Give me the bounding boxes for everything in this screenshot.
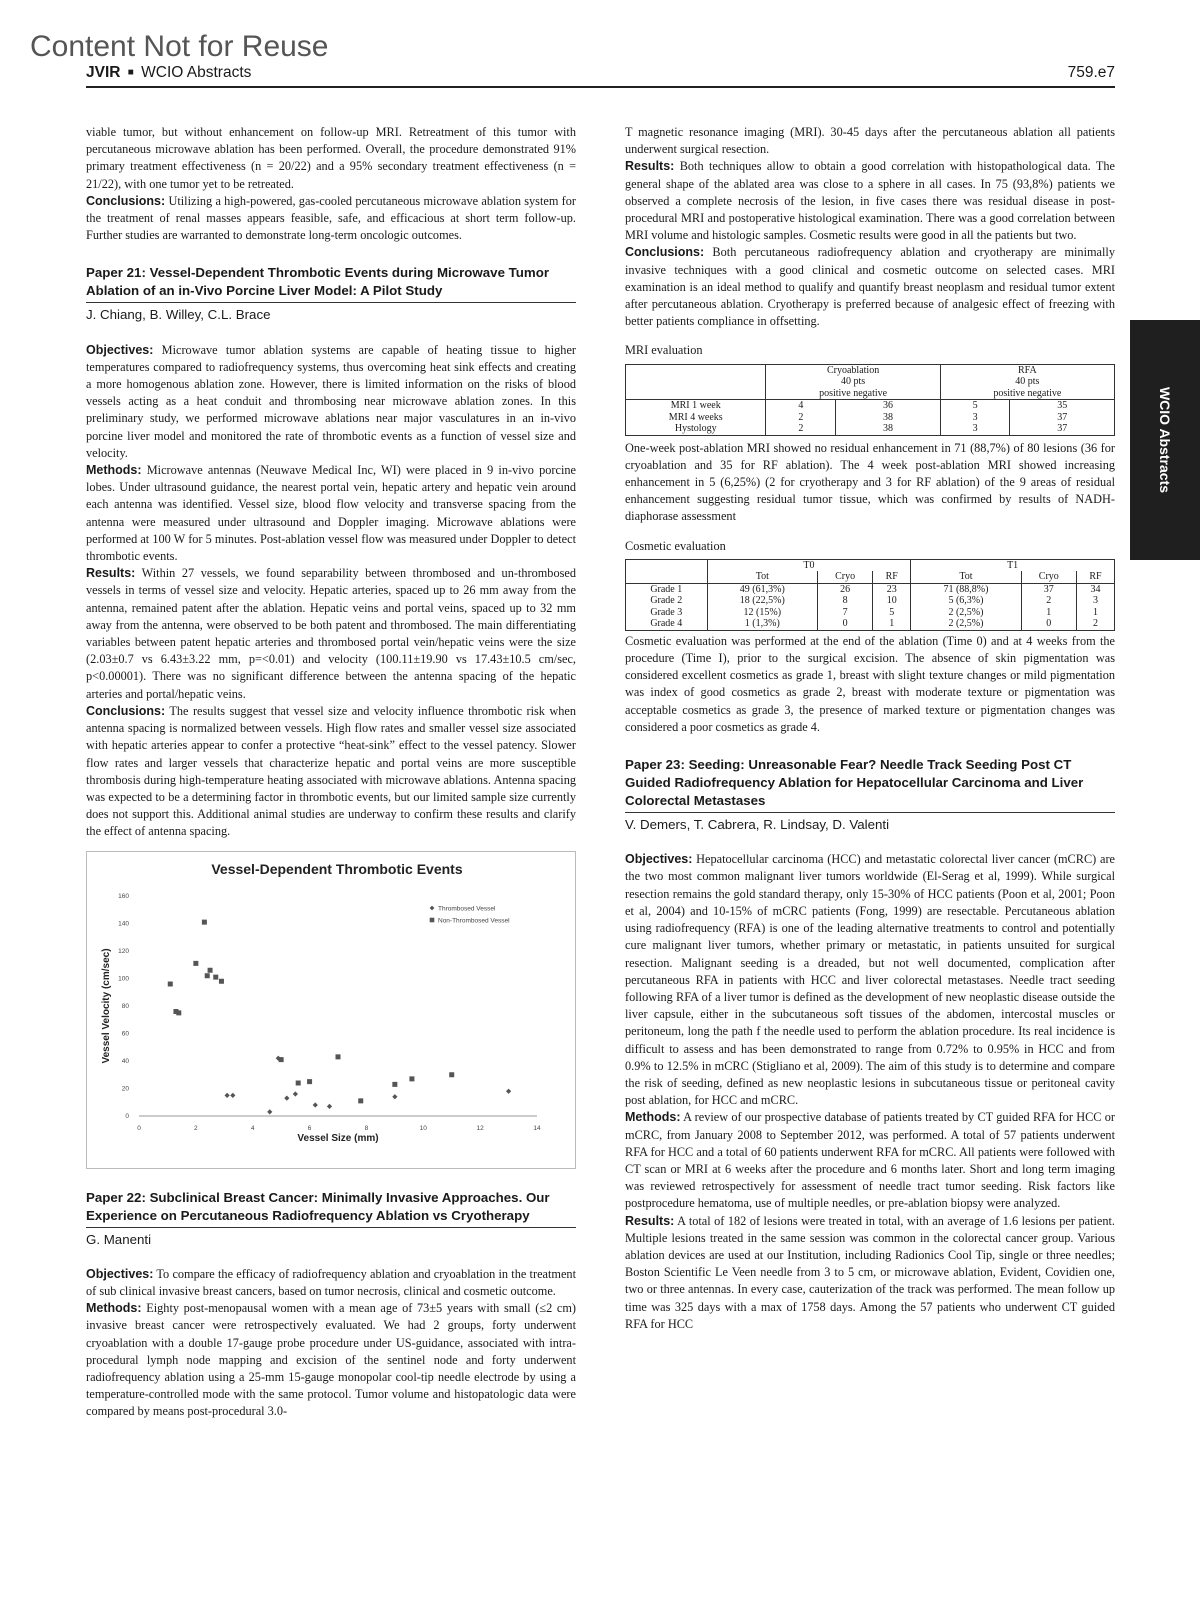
y-tick-label: 40 xyxy=(121,1057,129,1065)
y-tick-label: 160 xyxy=(118,892,129,900)
paragraph: viable tumor, but without enhancement on follow-up MRI. Retreatment of this tumor with percutaneous microwave ablation has been performed. Overall, the procedure demonstrated 91% primary treatment effectiveness (n = 20/22) and a 95% secondary treatment effectiveness (n = 21/22), with one tumor yet to be retreated. xyxy=(86,125,576,191)
non-thrombosed-point xyxy=(176,1010,181,1015)
thrombosed-point xyxy=(230,1092,235,1097)
paragraph: T magnetic resonance imaging (MRI). 30-45 days after the percutaneous ablation all patients underwent surgical resection. xyxy=(625,125,1115,157)
journal-name: JVIR xyxy=(86,64,121,81)
paper-title: Paper 22: Subclinical Breast Cancer: Minimally Invasive Approaches. Our Experience on Percutaneous Radiofrequency Ablation vs Cryotherapy xyxy=(86,1189,576,1228)
table-cell: 2 (2,5%) xyxy=(911,618,1021,630)
table-header-cell: T0 xyxy=(707,559,911,571)
paragraph xyxy=(86,193,576,245)
table-caption: Cosmetic evaluation xyxy=(625,538,726,553)
table-cell: 37 xyxy=(1010,412,1115,424)
table-header-row xyxy=(626,364,1115,400)
non-thrombosed-point xyxy=(205,973,210,978)
non-thrombosed-point xyxy=(219,978,224,983)
paragraph xyxy=(86,1266,576,1300)
table-header-row xyxy=(626,571,1115,583)
table-row xyxy=(626,583,1115,595)
legend-label: Non-Thrombosed Vessel xyxy=(438,917,510,925)
paper-title: Paper 21: Vessel-Dependent Thrombotic Events during Microwave Tumor Ablation of an in-Vivo Porcine Liver Model: A Pilot Study xyxy=(86,264,576,303)
table-cell xyxy=(626,364,766,400)
table-cell: 1 (1,3%) xyxy=(707,618,817,630)
section-label: Objectives: xyxy=(86,1266,154,1281)
non-thrombosed-point xyxy=(279,1057,284,1062)
table-cell: 23 xyxy=(873,583,911,595)
table-cell: 1 xyxy=(1021,607,1076,619)
mri-table xyxy=(625,364,1115,436)
table-header-row xyxy=(626,559,1115,571)
non-thrombosed-point xyxy=(213,974,218,979)
legend-label: Thrombosed Vessel xyxy=(438,905,496,913)
table-cell: 18 (22,5%) xyxy=(707,595,817,607)
paragraph-text: Eighty post-menopausal women with a mean age of 73±5 years with small (≤2 cm) invasive breast cancer were retrospectively evaluated. We had 2 groups, forty underwent cryoablation with a double 17-gauge probe procedure under US-guidance, associated with intra-procedural lymph node mapping and excision of the sentinel node and forty underwent radiofrequency ablation using a 25-mm 15-gauge monopolar cool-tip needle electrode by using a temperature-controlled mode with the same protocol. Tumor volume and histopatologic data were compared by means post-procedural 3.0- xyxy=(86,1301,576,1419)
table-cell: MRI 1 week xyxy=(670,400,721,412)
paper-title: Paper 23: Seeding: Unreasonable Fear? Needle Track Seeding Post CT Guided Radiofrequency Ablation for Hepatocellular Carcinoma and Liver Colorectal Metastases xyxy=(625,756,1115,813)
table-row xyxy=(626,618,1115,630)
paragraph xyxy=(86,565,576,703)
table-cell: 0 xyxy=(818,618,873,630)
paragraph xyxy=(625,158,1115,244)
header-rule xyxy=(86,86,1115,88)
section-label: Conclusions: xyxy=(86,703,166,718)
non-thrombosed-point xyxy=(336,1054,341,1059)
table-cell: 3 xyxy=(1076,595,1114,607)
table-header-cell: RFA 40 pts positive negative xyxy=(940,364,1114,400)
paragraph-text: A review of our prospective database of patients treated by CT guided RFA for HCC or mCRC, from January 2008 to September 2012, was performed. A total of 57 patients underwent RFA for HCC and a total of 60 patients underwent RFA for mCRC. All patients were followed with CT scan or MRI at 6 weeks after the procedure and 6 months later. Short and long term imaging was reviewed retrospectively for assessment of needle tract tumor seeding. Risk factors like postprocedure hematoma, use of multiple needles, or pre-ablation biopsy were analyzed. xyxy=(625,1110,1116,1211)
table-cell xyxy=(626,571,708,583)
section-label: Methods: xyxy=(625,1110,681,1125)
x-tick-label: 14 xyxy=(533,1124,541,1132)
section-label: Objectives: xyxy=(86,342,154,357)
table-cell: MRI 4 weeks xyxy=(668,411,723,423)
table-cell: 5 (6,3%) xyxy=(911,595,1021,607)
paragraph-text: To compare the efficacy of radiofrequency ablation and cryoablation in the treatment of sub clinical invasive breast cancers, based on tumor necrosis, clinical and cosmetic outcome. xyxy=(86,1266,576,1298)
y-tick-label: 120 xyxy=(118,947,129,955)
section-label: Conclusions: xyxy=(625,245,705,260)
thrombosed-point xyxy=(284,1095,289,1100)
page-number: 759.e7 xyxy=(1067,64,1115,81)
table-cell: 2 xyxy=(766,412,836,424)
table-cell: 2 xyxy=(1076,618,1114,630)
x-tick-label: 4 xyxy=(250,1124,255,1132)
table-cell: 8 xyxy=(818,595,873,607)
non-thrombosed-point xyxy=(193,960,198,965)
paper-authors: V. Demers, T. Cabrera, R. Lindsay, D. Valenti xyxy=(625,817,890,833)
table-cell: 71 (88,8%) xyxy=(911,583,1021,595)
paragraph xyxy=(86,703,576,841)
section-label: Results: xyxy=(86,566,136,581)
y-tick-label: 0 xyxy=(125,1112,129,1120)
table-cell: 38 xyxy=(836,423,941,435)
paper-authors: J. Chiang, B. Willey, C.L. Brace xyxy=(86,307,271,323)
non-thrombosed-point xyxy=(392,1081,397,1086)
paragraph-text: Microwave antennas (Neuwave Medical Inc, WI) were placed in 9 in-vivo porcine lobes. Under ultrasound guidance, the nearest portal vein, hepatic artery and hepatic vein around each antenna was identified. Vessel size, blood flow velocity and transverse spacing from the antenna were measured under ultrasound and Doppler imaging. Microwave ablations were performed at 100 W for 5 minutes. Post-ablation vessel flow was measured under Doppler to detect thrombotic events. xyxy=(86,463,576,564)
section-label: Results: xyxy=(625,1213,675,1228)
non-thrombosed-point xyxy=(296,1080,301,1085)
x-tick-label: 8 xyxy=(364,1124,369,1132)
legend-marker-non-thrombosed xyxy=(430,917,435,922)
y-tick-label: 100 xyxy=(118,975,129,983)
scatter-chart xyxy=(86,851,576,1169)
table-cell: 36 xyxy=(836,400,941,412)
separator-icon: ■ xyxy=(127,67,134,78)
non-thrombosed-point xyxy=(449,1072,454,1077)
section-name: WCIO Abstracts xyxy=(141,64,252,81)
paragraph xyxy=(625,1109,1115,1212)
right-column xyxy=(625,124,1115,1333)
table-header-cell: Tot xyxy=(911,571,1021,583)
table-cell: 2 (2,5%) xyxy=(911,607,1021,619)
paragraph-text: Utilizing a high-powered, gas-cooled percutaneous microwave ablation system for the treatment of renal masses appears feasible, safe, and efficacious at short term follow-up. Further studies are warranted to demonstrate long-term oncologic outcomes. xyxy=(86,193,577,243)
paragraph-text: Both techniques allow to obtain a good correlation with histopathological data. The general shape of the ablated area was close to a sphere in all cases. In 75 (93,8%) patients we observed a complete necrosis of the lesion, in five cases there was residual disease in post-procedural MRI and postoperative histological examination. There was a good correlation between MRI volume and histologic samples. Cosmetic results were good in all the patients but two. xyxy=(625,159,1115,243)
table-cell: 2 xyxy=(1021,595,1076,607)
paragraph-text: Microwave tumor ablation systems are capable of heating tissue to higher temperatures compared to radiofrequency systems, thus overcoming heat sink effects and creating a more homogenous ablation zone. However, there is limited information on the risks of blood vessels acting as a heat conduit and thrombosing near microwave ablation zones. In this preliminary study, we performed microwave ablations near major vasculatures in an in-vivo porcine liver model and monitored the rate of thrombotic events as a function of vessel size and velocity. xyxy=(86,342,576,460)
table-cell: 34 xyxy=(1076,583,1114,595)
paragraph-text: Within 27 vessels, we found separability between thrombosed and un-thrombosed vessels in terms of vessel size and velocity. Hepatic arteries, spaced up to 26 mm away from the antenna, remained patent after the ablation. Hepatic veins and portal veins, spaced up to 32 mm away from the antenna, were observed to be both patent and thrombosed. The main differentiating variables between patent hepatic arteries and thrombosed portal vein/hepatic veins were the size (2.03±0.7 vs 6.43±3.22 mm, p=<0.01) and velocity (100.11±19.90 vs 17.43±10.5 cm/sec, p<0.00001). There was no significant difference between the antenna spacing of the hepatic arteries and portal/hepatic veins. xyxy=(86,566,576,701)
x-tick-label: 10 xyxy=(419,1124,427,1132)
table-row xyxy=(626,607,1115,619)
table-cell: 2 xyxy=(766,423,836,435)
paragraph xyxy=(625,1213,1115,1333)
table-header-cell: RF xyxy=(1076,571,1114,583)
table-cell: 3 xyxy=(940,412,1010,424)
table-cell: 1 xyxy=(1076,607,1114,619)
table-cell: 4 xyxy=(766,400,836,412)
non-thrombosed-point xyxy=(168,981,173,986)
cosmetic-table xyxy=(625,559,1115,631)
table-cell: Hystology xyxy=(674,423,717,435)
y-tick-label: 60 xyxy=(121,1030,129,1038)
table-header-cell: Cryo xyxy=(818,571,873,583)
table-cell: 38 xyxy=(836,412,941,424)
paragraph-text: The results suggest that vessel size and velocity influence thrombotic risk when antenna spacing is normalized between vessels. High flow rates and smaller vessel size associated with hepatic arteries appear to confer a protective “heat-sink” effect to the vessel patency. Slower flow rates and larger vessels that characterize hepatic and portal veins are more susceptible thrombosis during high-temperature heating associated with microwave ablations. Antenna spacing was expected to be a determining factor in thrombotic events, but our limited sample size currently does not support this. Additional animal studies are underway to confirm these results and clarify the effect of antenna spacing. xyxy=(86,703,576,839)
paragraph: Cosmetic evaluation was performed at the end of the ablation (Time 0) and at 4 weeks from the procedure (Time I), prior to the surgical excision. The absence of skin pigmentation was considered excellent cosmetics as grade 1, breast with slight texture changes or mild pigmentation was index of good cosmetics as grade 2, breast with moderate texture or pigmentation was acceptable cosmetics as grade 3, the presence of marked texture or pigmentation changes was considered a poor cosmetics as grade 4. xyxy=(625,633,1115,734)
thrombosed-point xyxy=(392,1094,397,1099)
table-cell: 49 (61,3%) xyxy=(707,583,817,595)
non-thrombosed-point xyxy=(307,1079,312,1084)
paragraph xyxy=(86,342,576,462)
table-header-cell: T1 xyxy=(911,559,1115,571)
table-caption: MRI evaluation xyxy=(625,343,703,358)
table-header-cell: Cryo xyxy=(1021,571,1076,583)
section-label: Results: xyxy=(625,159,675,174)
section-label: Objectives: xyxy=(625,852,693,867)
chart-svg xyxy=(87,852,575,1168)
non-thrombosed-point xyxy=(358,1098,363,1103)
paper-authors: G. Manenti xyxy=(86,1231,152,1247)
x-tick-label: 6 xyxy=(307,1124,312,1132)
x-tick-label: 12 xyxy=(476,1124,484,1132)
section-label: Conclusions: xyxy=(86,193,166,208)
y-tick-label: 20 xyxy=(121,1085,129,1093)
table-row xyxy=(626,412,1115,424)
table-row xyxy=(626,423,1115,435)
y-tick-label: 140 xyxy=(118,920,129,928)
paragraph-text: Hepatocellular carcinoma (HCC) and metastatic colorectal liver cancer (mCRC) are the two most common malignant liver tumors worldwide (El-Serag et al, 1999). While surgical resection remains the gold standard therapy, only 15-30% of HCC patients (Poon et al, 2001; Poon et al, 2004) and 10-15% of mCRC patients (Fong, 1999) are resectable. Percutaneous ablation using radiofrequency (RFA) is one of the leading alternative treatments to control and potentially cure malignant liver tumors, whether primary or metastatic, in patients unsuited for surgical resection. Malignant seeding is a dreaded, but not well documented, complication after percutaneous RFA in patients with HCC and liver colorectal metastases. Needle tract seeding following RFA of a liver tumor is defined as the development of new neoplastic disease outside the liver capsule, either in the subcutaneous soft tissues of the abdomen, intercostal muscles or peritoneum, long the path f the needle used to perform the ablation procedure. Its real incidence is difficult to assess and has been demonstrated to range from 0.72% to 0.95% in HCC and from 0.9% to 12.5% in mCRC (Stigliano et al, 2009). The aim of this study is to determine and compare the risk of seeding, defined as new neoplastic lesions in subcutaneous tissue or peritoneal cavity post ablation, for HCC and mCRC. xyxy=(625,852,1115,1108)
thrombosed-point xyxy=(506,1088,511,1093)
table-cell: 5 xyxy=(873,607,911,619)
table-cell: 37 xyxy=(1010,423,1115,435)
non-thrombosed-point xyxy=(202,919,207,924)
table-row xyxy=(626,400,1115,412)
legend-marker-thrombosed xyxy=(430,905,435,910)
table-cell: Grade 3 xyxy=(650,606,683,618)
left-column xyxy=(86,124,576,1421)
table-cell: 35 xyxy=(1010,400,1115,412)
thrombosed-point xyxy=(293,1091,298,1096)
non-thrombosed-point xyxy=(409,1076,414,1081)
x-axis-label: Vessel Size (mm) xyxy=(297,1132,379,1144)
table-header-cell: Tot xyxy=(707,571,817,583)
paragraph-text: A total of 182 of lesions were treated in total, with an average of 1.6 lesions per patient. Multiple lesions treated in the same session was common in the colorectal cancer group. Various ablation devices are used at our Institution, including Radionics Cool Tip, single or three needles; Boston Scientific Le Veen needle from 3 to 5 cm, or microwave ablation, Evident, Covidien one, two or three antennas. In every case, cauterization of the track was performed. The mean follow up time was 325 days with a max of 1758 days. Among the 57 patients who underwent CT guided RFA for HCC xyxy=(625,1213,1115,1331)
table-cell: 12 (15%) xyxy=(707,607,817,619)
paragraph xyxy=(625,851,1115,1109)
thrombosed-point xyxy=(313,1102,318,1107)
section-label: Methods: xyxy=(86,1301,142,1316)
paragraph: One-week post-ablation MRI showed no residual enhancement in 71 (88,7%) of 80 lesions (36 for cryoablation and 35 for RF ablation). The 4 week post-ablation MRI showed increasing enhancement in 5 (6,25%) (2 for cryotherapy and 3 for RF ablation) of the 9 areas of residual enhancement suggesting residual tumor tissue, which was confirmed by results of NADH-diaphorase assessment xyxy=(625,440,1115,524)
table-header-cell: Cryoablation 40 pts positive negative xyxy=(766,364,940,400)
x-tick-label: 0 xyxy=(137,1124,141,1132)
y-axis-label: Vessel Velocity (cm/sec) xyxy=(101,947,112,1064)
y-tick-label: 80 xyxy=(121,1002,129,1010)
thrombosed-point xyxy=(267,1109,272,1114)
x-tick-label: 2 xyxy=(194,1124,198,1132)
table-cell: 1 xyxy=(873,618,911,630)
section-label: Methods: xyxy=(86,463,142,478)
non-thrombosed-point xyxy=(208,967,213,972)
table-cell: Grade 2 xyxy=(650,595,683,607)
paragraph xyxy=(86,462,576,565)
table-cell: 7 xyxy=(818,607,873,619)
table-cell xyxy=(626,559,708,571)
watermark: Content Not for Reuse xyxy=(30,30,329,63)
table-row xyxy=(626,595,1115,607)
thrombosed-point xyxy=(327,1103,332,1108)
table-header-cell: RF xyxy=(873,571,911,583)
table-cell: 37 xyxy=(1021,583,1076,595)
paragraph xyxy=(86,1300,576,1420)
table-cell: Grade 1 xyxy=(650,583,683,595)
table-cell: 0 xyxy=(1021,618,1076,630)
table-cell: Grade 4 xyxy=(650,618,683,630)
table-cell: 26 xyxy=(818,583,873,595)
table-cell: 10 xyxy=(873,595,911,607)
side-tab xyxy=(1130,320,1200,560)
side-tab-label: WCIO Abstracts xyxy=(1157,386,1173,494)
chart-title: Vessel-Dependent Thrombotic Events xyxy=(211,860,463,877)
journal-header xyxy=(86,64,251,82)
paragraph xyxy=(625,244,1115,330)
thrombosed-point xyxy=(225,1092,230,1097)
table-cell: 5 xyxy=(940,400,1010,412)
paragraph-text: Both percutaneous radiofrequency ablation and cryotherapy are minimally invasive techniques with a good clinical and cosmetic outcome on selected cases. MRI examination is an ideal method to qualify and quantify breast neoplasm and residual tumor extent after percutaneous ablation. Cryotherapy is preferred because of analgesic effect of freezing with better patients compliance in offsetting. xyxy=(625,245,1115,329)
table-cell: 3 xyxy=(940,423,1010,435)
